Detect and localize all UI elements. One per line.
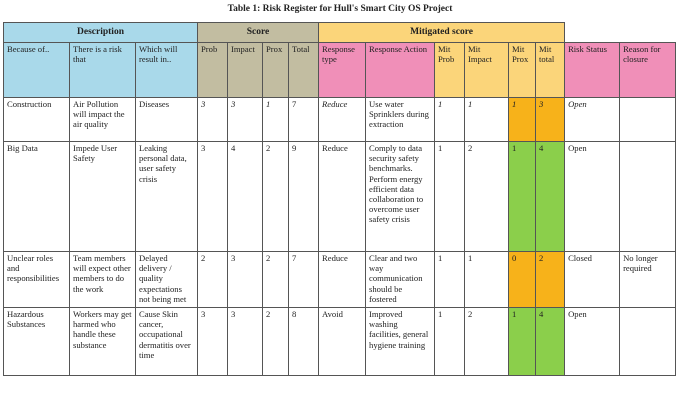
cell-prob: 3 <box>198 98 228 142</box>
cell-because-of: Big Data <box>4 142 70 252</box>
description-group-header: Description <box>4 23 198 43</box>
cell-total: 9 <box>289 142 319 252</box>
cell-response-type: Avoid <box>319 308 366 376</box>
header-prox: Prox <box>263 43 289 98</box>
header-mit-prob: Mit Prob <box>435 43 465 98</box>
cell-mit-prob: 1 <box>435 142 465 252</box>
cell-total: 7 <box>289 252 319 308</box>
cell-which-will: Cause Skin cancer, occupational dermatitis over time <box>136 308 198 376</box>
header-there-is-risk: There is a risk that <box>70 43 136 98</box>
header-because-of: Because of.. <box>4 43 70 98</box>
header-response-action: Response Action <box>366 43 435 98</box>
header-which-will: Which will result in.. <box>136 43 198 98</box>
cell-which-will: Delayed delivery / quality expectations not being met <box>136 252 198 308</box>
cell-mit-total: 4 <box>536 308 565 376</box>
cell-reason-closure <box>620 308 676 376</box>
cell-response-action: Comply to data security safety benchmarks. Perform energy efficient data collaboration to overcome user safety crisis <box>366 142 435 252</box>
cell-mit-impact: 2 <box>465 308 509 376</box>
cell-mit-impact: 1 <box>465 252 509 308</box>
cell-total: 8 <box>289 308 319 376</box>
cell-which-will: Diseases <box>136 98 198 142</box>
cell-mit-total: 2 <box>536 252 565 308</box>
header-mit-prox: Mit Prox <box>509 43 536 98</box>
group-header-row <box>4 23 676 43</box>
empty-header-space <box>565 23 676 43</box>
header-prob: Prob <box>198 43 228 98</box>
cell-there-is-risk: Team members will expect other members to do the work <box>70 252 136 308</box>
cell-prob: 3 <box>198 308 228 376</box>
cell-prob: 3 <box>198 142 228 252</box>
cell-mit-total: 4 <box>536 142 565 252</box>
table-row <box>4 142 676 252</box>
cell-mit-prob: 1 <box>435 308 465 376</box>
cell-mit-prob: 1 <box>435 252 465 308</box>
cell-there-is-risk: Impede User Safety <box>70 142 136 252</box>
header-impact: Impact <box>228 43 263 98</box>
cell-there-is-risk: Air Pollution will impact the air quality <box>70 98 136 142</box>
score-group-header: Score <box>198 23 319 43</box>
cell-risk-status: Closed <box>565 252 620 308</box>
cell-there-is-risk: Workers may get harmed who handle these substance <box>70 308 136 376</box>
cell-mit-prox: 1 <box>509 142 536 252</box>
cell-impact: 3 <box>228 308 263 376</box>
cell-because-of: Hazardous Substances <box>4 308 70 376</box>
cell-mit-prox: 1 <box>509 308 536 376</box>
cell-because-of: Construction <box>4 98 70 142</box>
cell-impact: 3 <box>228 98 263 142</box>
cell-mit-total: 3 <box>536 98 565 142</box>
cell-prox: 2 <box>263 252 289 308</box>
cell-reason-closure: No longer required <box>620 252 676 308</box>
header-mit-impact: Mit Impact <box>465 43 509 98</box>
cell-prox: 2 <box>263 308 289 376</box>
table-row <box>4 252 676 308</box>
header-reason-closure: Reason for closure <box>620 43 676 98</box>
cell-risk-status: Open <box>565 98 620 142</box>
cell-which-will: Leaking personal data, user safety crisis <box>136 142 198 252</box>
cell-mit-prox: 0 <box>509 252 536 308</box>
cell-reason-closure <box>620 142 676 252</box>
table-caption: Table 1: Risk Register for Hull's Smart City OS Project <box>227 4 453 14</box>
cell-total: 7 <box>289 98 319 142</box>
column-header-row <box>4 43 676 98</box>
cell-response-action: Use water Sprinklers during extraction <box>366 98 435 142</box>
cell-prox: 2 <box>263 142 289 252</box>
cell-prob: 2 <box>198 252 228 308</box>
header-total: Total <box>289 43 319 98</box>
cell-response-type: Reduce <box>319 98 366 142</box>
cell-mit-prox: 1 <box>509 98 536 142</box>
cell-mit-impact: 2 <box>465 142 509 252</box>
table-row <box>4 98 676 142</box>
cell-response-action: Improved washing facilities, general hygiene training <box>366 308 435 376</box>
header-risk-status: Risk Status <box>565 43 620 98</box>
header-response-type: Response type <box>319 43 366 98</box>
cell-response-type: Reduce <box>319 252 366 308</box>
cell-because-of: Unclear roles and responsibilities <box>4 252 70 308</box>
cell-prox: 1 <box>263 98 289 142</box>
cell-reason-closure <box>620 98 676 142</box>
cell-risk-status: Open <box>565 308 620 376</box>
cell-impact: 4 <box>228 142 263 252</box>
cell-mit-impact: 1 <box>465 98 509 142</box>
mitigated-score-group-header: Mitigated score <box>319 23 565 43</box>
cell-mit-prob: 1 <box>435 98 465 142</box>
cell-risk-status: Open <box>565 142 620 252</box>
table-row <box>4 308 676 376</box>
cell-response-action: Clear and two way communication should be fostered <box>366 252 435 308</box>
cell-response-type: Reduce <box>319 142 366 252</box>
header-mit-total: Mit total <box>536 43 565 98</box>
risk-register-table <box>3 22 676 376</box>
cell-impact: 3 <box>228 252 263 308</box>
